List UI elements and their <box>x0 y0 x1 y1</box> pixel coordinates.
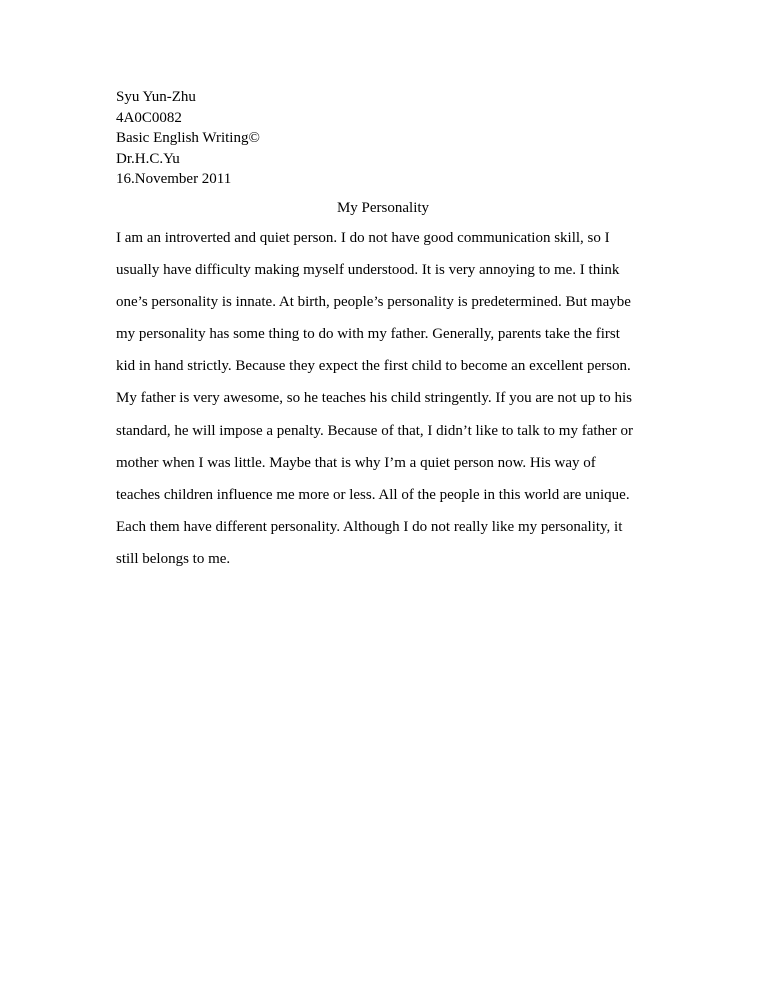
body-line: mother when I was little. Maybe that is why I’m a quiet person now. His way of <box>116 454 596 471</box>
body-line: standard, he will impose a penalty. Because of that, I didn’t like to talk to my father or <box>116 422 633 439</box>
body-line: My father is very awesome, so he teaches his child stringently. If you are not up to his <box>116 390 632 407</box>
body-line: I am an introverted and quiet person. I do not have good communication skill, so I <box>116 230 610 246</box>
body-line: one’s personality is innate. At birth, people’s personality is predetermined. But maybe <box>116 294 631 311</box>
body-line: teaches children influence me more or less. All of the people in this world are unique. <box>116 486 630 503</box>
document-date: 16.November 2011 <box>116 171 232 188</box>
course-name: Basic English Writing© <box>116 130 260 147</box>
body-line: Each them have different personality. Although I do not really like my personality, it <box>116 518 623 535</box>
document-header <box>116 87 260 190</box>
student-id: 4A0C0082 <box>116 109 182 126</box>
instructor-name: Dr.H.C.Yu <box>116 150 180 167</box>
body-line: my personality has some thing to do with my father. Generally, parents take the first <box>116 326 620 343</box>
body-line: kid in hand strictly. Because they expect the first child to become an excellent person. <box>116 358 631 375</box>
body-line: usually have difficulty making myself understood. It is very annoying to me. I think <box>116 262 620 279</box>
essay-title-row <box>0 198 768 218</box>
essay-title: My Personality <box>336 200 430 216</box>
author-name: Syu Yun-Zhu <box>116 89 196 105</box>
body-line: still belongs to me. <box>116 550 231 567</box>
essay-body <box>116 228 676 581</box>
